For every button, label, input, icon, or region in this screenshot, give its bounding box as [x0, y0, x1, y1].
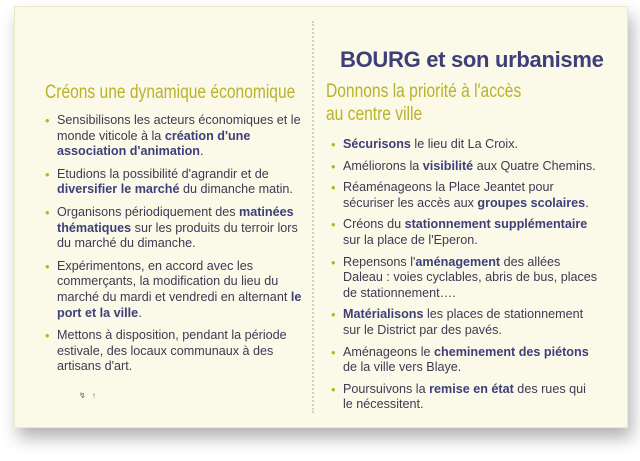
page-title: BOURG et son urbanisme	[340, 47, 604, 72]
column-divider	[312, 21, 314, 413]
footnote-mark: ↯ ↑	[79, 391, 98, 400]
list-item: • Matérialisons les places de stationnement sur le District par des pavés.	[331, 307, 599, 338]
list-item: • Organisons périodiquement des matinées thématiques sur les produits du terroir lors du marché du dimanche.	[45, 205, 307, 252]
left-list	[45, 113, 307, 382]
list-item: • Améliorons la visibilité aux Quatre Chemins.	[331, 159, 599, 175]
list-item: • Mettons à disposition, pendant la période estivale, des locaux communaux à des artisans d'art.	[45, 328, 307, 375]
flyer-card	[14, 6, 628, 428]
list-item: • Créons du stationnement supplémentaire sur la place de l'Eperon.	[331, 217, 599, 248]
list-item: • Repensons l'aménagement des allées Daleau : voies cyclables, abris de bus, places de stationnement….	[331, 255, 599, 302]
right-section-heading: Donnons la priorité à l'accès au centre ville	[326, 81, 522, 125]
list-item: • Sécurisons le lieu dit La Croix.	[331, 137, 599, 153]
list-item: • Sensibilisons les acteurs économiques et le monde viticole à la création d'une association d'animation.	[45, 113, 307, 160]
left-section-heading: Créons une dynamique économique	[45, 82, 296, 103]
list-item: • Réaménageons la Place Jeantet pour sécuriser les accès aux groupes scolaires.	[331, 180, 599, 211]
list-item: • Aménageons le cheminement des piétons de la ville vers Blaye.	[331, 345, 599, 376]
list-item: • Poursuivons la remise en état des rues qui le nécessitent.	[331, 382, 599, 413]
list-item: • Expérimentons, en accord avec les commerçants, la modification du lieu du marché du mardi et vendredi en alternant le port et la ville.	[45, 259, 307, 321]
right-list	[331, 137, 599, 419]
list-item: • Etudions la possibilité d'agrandir et de diversifier le marché du dimanche matin.	[45, 167, 307, 198]
